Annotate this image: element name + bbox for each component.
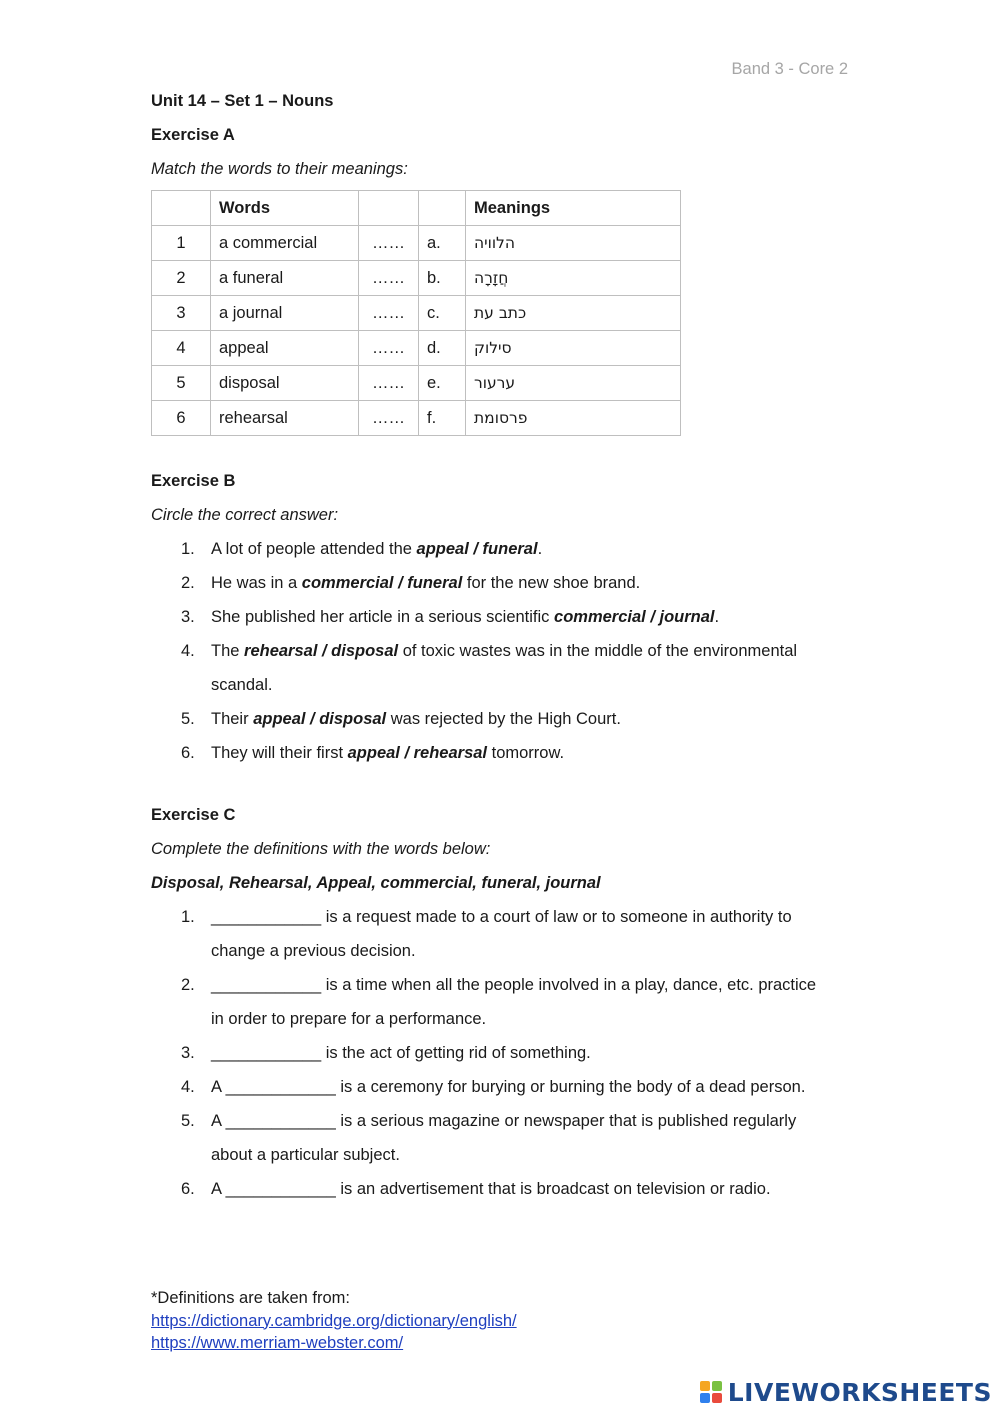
header-meanings: Meanings bbox=[466, 191, 681, 226]
item-text: She published her article in a serious scientific bbox=[211, 608, 555, 626]
list-item bbox=[151, 1172, 851, 1206]
table-row bbox=[152, 296, 681, 331]
item-text-continued: scandal. bbox=[211, 676, 273, 694]
item-text[interactable]: A ____________ is a ceremony for burying or burning the body of a dead person. bbox=[211, 1078, 806, 1096]
item-text-continued: about a particular subject. bbox=[211, 1146, 400, 1164]
row-meaning bbox=[466, 401, 681, 436]
item-text[interactable]: ____________ is a request made to a court of law or to someone in authority to bbox=[211, 908, 792, 926]
row-number: 1 bbox=[152, 226, 211, 261]
table-header-row bbox=[152, 191, 681, 226]
row-meaning bbox=[466, 366, 681, 401]
cambridge-link[interactable]: https://dictionary.cambridge.org/dictionary/english/ bbox=[151, 1311, 517, 1330]
sources-note: *Definitions are taken from: bbox=[151, 1289, 351, 1307]
item-number: 6. bbox=[181, 1180, 195, 1198]
answer-choice[interactable]: appeal / rehearsal bbox=[347, 744, 488, 762]
item-text: . bbox=[537, 540, 543, 558]
item-text-continued: in order to prepare for a performance. bbox=[211, 1010, 487, 1028]
answer-choice[interactable]: commercial / journal bbox=[554, 608, 715, 626]
liveworksheets-logo bbox=[700, 1377, 992, 1407]
meaning-text: פרסומת bbox=[474, 408, 528, 427]
exercise-b-list bbox=[151, 532, 851, 770]
row-letter: b. bbox=[419, 261, 466, 296]
exercise-c-instruction: Complete the definitions with the words below: bbox=[151, 840, 491, 858]
item-number: 4. bbox=[181, 642, 195, 660]
item-text: The bbox=[211, 642, 245, 660]
list-item bbox=[151, 1036, 851, 1070]
header-words: Words bbox=[211, 191, 359, 226]
header-band: Band 3 - Core 2 bbox=[731, 60, 848, 78]
row-meaning bbox=[466, 226, 681, 261]
row-letter: e. bbox=[419, 366, 466, 401]
row-word: a journal bbox=[211, 296, 359, 331]
logo-square bbox=[700, 1393, 710, 1403]
list-item bbox=[151, 566, 851, 600]
header-cell-empty bbox=[419, 191, 466, 226]
row-word: rehearsal bbox=[211, 401, 359, 436]
answer-blank[interactable]: …… bbox=[359, 366, 419, 401]
answer-choice[interactable]: appeal / disposal bbox=[253, 710, 387, 728]
item-text[interactable]: ____________ is a time when all the people involved in a play, dance, etc. practice bbox=[211, 976, 817, 994]
table-row bbox=[152, 331, 681, 366]
worksheet-page bbox=[151, 84, 851, 1206]
answer-blank[interactable]: …… bbox=[359, 401, 419, 436]
row-meaning bbox=[466, 261, 681, 296]
row-number: 6 bbox=[152, 401, 211, 436]
answer-blank[interactable]: …… bbox=[359, 226, 419, 261]
list-item bbox=[151, 968, 851, 1036]
list-item bbox=[151, 1070, 851, 1104]
meaning-text: סילוק bbox=[474, 338, 512, 357]
word-bank: Disposal, Rehearsal, Appeal, commercial, funeral, journal bbox=[151, 874, 601, 892]
row-number: 5 bbox=[152, 366, 211, 401]
item-number: 2. bbox=[181, 574, 195, 592]
row-number: 2 bbox=[152, 261, 211, 296]
exercise-c-list bbox=[151, 900, 851, 1206]
row-word: appeal bbox=[211, 331, 359, 366]
item-number: 3. bbox=[181, 608, 195, 626]
item-number: 4. bbox=[181, 1078, 195, 1096]
item-text[interactable]: A ____________ is a serious magazine or newspaper that is published regularly bbox=[211, 1112, 797, 1130]
table-row bbox=[152, 226, 681, 261]
matching-table bbox=[151, 190, 681, 436]
table-row bbox=[152, 401, 681, 436]
table-row bbox=[152, 261, 681, 296]
list-item bbox=[151, 634, 851, 702]
meaning-text: ערעור bbox=[474, 373, 516, 392]
logo-square bbox=[712, 1393, 722, 1403]
item-text[interactable]: A ____________ is an advertisement that is broadcast on television or radio. bbox=[211, 1180, 771, 1198]
row-word: disposal bbox=[211, 366, 359, 401]
list-item bbox=[151, 532, 851, 566]
exercise-b-instruction: Circle the correct answer: bbox=[151, 506, 339, 524]
item-number: 6. bbox=[181, 744, 195, 762]
item-text: of toxic wastes was in the middle of the environmental bbox=[398, 642, 798, 660]
item-text: They will their first bbox=[211, 744, 348, 762]
row-number: 4 bbox=[152, 331, 211, 366]
header-cell-empty bbox=[359, 191, 419, 226]
answer-blank[interactable]: …… bbox=[359, 296, 419, 331]
answer-blank[interactable]: …… bbox=[359, 331, 419, 366]
exercise-b-heading: Exercise B bbox=[151, 472, 236, 490]
list-item bbox=[151, 600, 851, 634]
item-text-continued: change a previous decision. bbox=[211, 942, 416, 960]
logo-text: LIVEWORKSHEETS bbox=[727, 1377, 992, 1407]
list-item bbox=[151, 900, 851, 968]
item-text: was rejected by the High Court. bbox=[386, 710, 621, 728]
item-text: A lot of people attended the bbox=[211, 540, 417, 558]
logo-square bbox=[712, 1381, 722, 1391]
answer-choice[interactable]: appeal / funeral bbox=[416, 540, 538, 558]
item-number: 1. bbox=[181, 908, 195, 926]
row-letter: f. bbox=[419, 401, 466, 436]
logo-icon bbox=[700, 1381, 722, 1403]
item-number: 5. bbox=[181, 710, 195, 728]
row-number: 3 bbox=[152, 296, 211, 331]
item-text: Their bbox=[211, 710, 254, 728]
answer-choice[interactable]: rehearsal / disposal bbox=[244, 642, 399, 660]
meaning-text: כתב עת bbox=[474, 303, 527, 322]
row-meaning bbox=[466, 296, 681, 331]
item-number: 3. bbox=[181, 1044, 195, 1062]
list-item bbox=[151, 1104, 851, 1172]
answer-choice[interactable]: commercial / funeral bbox=[301, 574, 463, 592]
unit-title: Unit 14 – Set 1 – Nouns bbox=[151, 92, 334, 110]
list-item bbox=[151, 702, 851, 736]
item-text: He was in a bbox=[211, 574, 302, 592]
table-row bbox=[152, 366, 681, 401]
meaning-text: חֲזָרָה bbox=[474, 268, 509, 287]
exercise-a-heading: Exercise A bbox=[151, 126, 235, 144]
item-number: 2. bbox=[181, 976, 195, 994]
item-text: for the new shoe brand. bbox=[462, 574, 641, 592]
row-meaning bbox=[466, 331, 681, 366]
footer-sources bbox=[151, 1287, 517, 1355]
answer-blank[interactable]: …… bbox=[359, 261, 419, 296]
row-letter: a. bbox=[419, 226, 466, 261]
item-number: 5. bbox=[181, 1112, 195, 1130]
item-number: 1. bbox=[181, 540, 195, 558]
item-text: . bbox=[714, 608, 720, 626]
exercise-a-instruction: Match the words to their meanings: bbox=[151, 160, 408, 178]
item-text[interactable]: ____________ is the act of getting rid of something. bbox=[211, 1044, 591, 1062]
merriam-webster-link[interactable]: https://www.merriam-webster.com/ bbox=[151, 1334, 404, 1352]
exercise-c-heading: Exercise C bbox=[151, 806, 236, 824]
row-word: a funeral bbox=[211, 261, 359, 296]
meaning-text: הלוויה bbox=[474, 233, 515, 252]
row-letter: d. bbox=[419, 331, 466, 366]
row-word: a commercial bbox=[211, 226, 359, 261]
item-text: tomorrow. bbox=[487, 744, 565, 762]
list-item bbox=[151, 736, 851, 770]
header-cell-empty bbox=[152, 191, 211, 226]
logo-square bbox=[700, 1381, 710, 1391]
row-letter: c. bbox=[419, 296, 466, 331]
